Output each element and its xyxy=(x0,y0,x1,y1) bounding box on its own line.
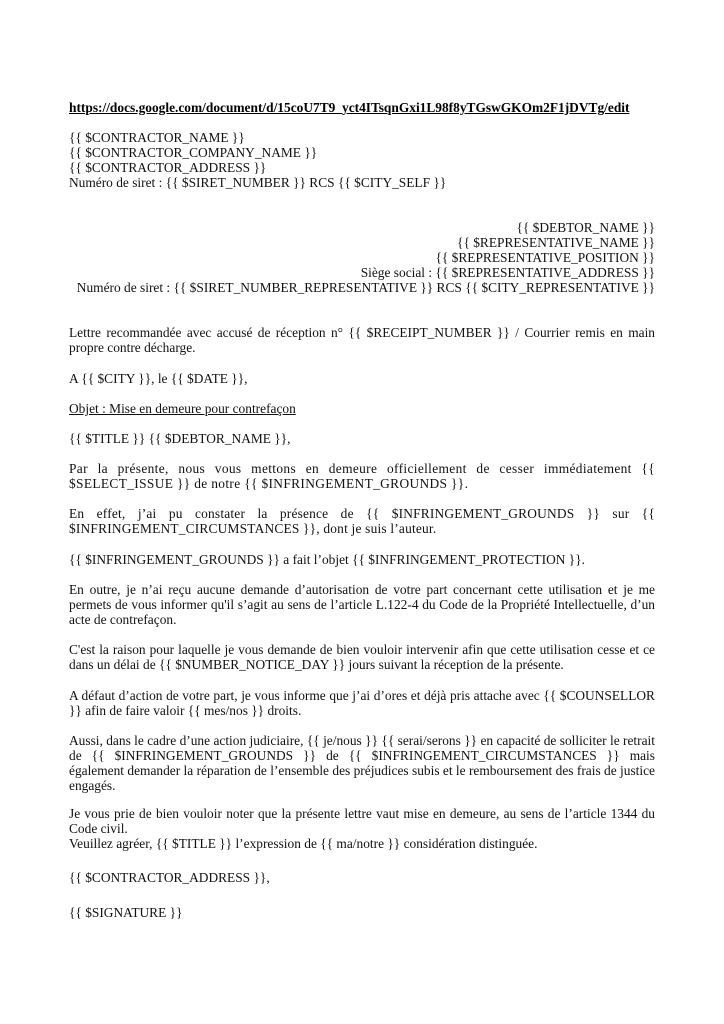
paragraph-7: Aussi, dans le cadre d’une action judiciaire, {{ je/nous }} {{ serai/serons }} en capacité de solliciter le retrait de {{ $INFRINGEMENT_GROUNDS }} de {{ $INFRINGEMENT_CIRCUMSTANCES }} mais également demander la réparation de l’ensemble des préjudices subis et le remboursement des frais de justice engagés. xyxy=(69,733,655,793)
sender-company: {{ $CONTRACTOR_COMPANY_NAME }} xyxy=(69,145,318,160)
document-url-link[interactable]: https://docs.google.com/document/d/15coU7T9_yct4ITsqnGxi1L98f8yTGswGKOm2F1jDVTg/edit xyxy=(69,100,630,115)
sender-siret: Numéro de siret : {{ $SIRET_NUMBER }} RCS {{ $CITY_SELF }} xyxy=(69,175,447,190)
sender-name: {{ $CONTRACTOR_NAME }} xyxy=(69,130,245,145)
recipient-siret: Numéro de siret : {{ $SIRET_NUMBER_REPRESENTATIVE }} RCS {{ $CITY_REPRESENTATIVE }} xyxy=(76,280,655,295)
paragraph-8-regards: Veuillez agréer, {{ $TITLE }} l’expression de {{ ma/notre }} considération distinguée. xyxy=(69,836,538,851)
recipient-position: {{ $REPRESENTATIVE_POSITION }} xyxy=(435,250,655,265)
registered-mail-notice: Lettre recommandée avec accusé de réception n° {{ $RECEIPT_NUMBER }} / Courrier remis en main propre contre décharge. xyxy=(69,325,655,355)
paragraph-5: C'est la raison pour laquelle je vous demande de bien vouloir intervenir afin que cette utilisation cesse et ce dans un délai de {{ $NUMBER_NOTICE_DAY }} jours suivant la réception de la présente. xyxy=(69,642,655,672)
closing-address: {{ $CONTRACTOR_ADDRESS }}, xyxy=(69,870,270,885)
recipient-representative: {{ $REPRESENTATIVE_NAME }} xyxy=(457,235,655,250)
subject-line: Objet : Mise en demeure pour contrefaçon xyxy=(69,401,296,416)
paragraph-8 xyxy=(69,806,655,851)
paragraph-2: En effet, j’ai pu constater la présence de {{ $INFRINGEMENT_GROUNDS }} sur {{ $INFRINGEMENT_CIRCUMSTANCES }}, dont je suis l’auteur. xyxy=(69,506,655,536)
sender-address: {{ $CONTRACTOR_ADDRESS }} xyxy=(69,160,267,175)
recipient-block xyxy=(69,220,655,295)
paragraph-1: Par la présente, nous vous mettons en demeure officiellement de cesser immédiatement {{ $SELECT_ISSUE }} de notre {{ $INFRINGEMENT_GROUNDS }}. xyxy=(69,461,655,491)
signature: {{ $SIGNATURE }} xyxy=(69,905,183,920)
salutation: {{ $TITLE }} {{ $DEBTOR_NAME }}, xyxy=(69,431,291,446)
paragraph-6: A défaut d’action de votre part, je vous informe que j’ai d’ores et déjà pris attache avec {{ $COUNSELLOR }} afin de faire valoir {{ mes/nos }} droits. xyxy=(69,688,655,718)
recipient-name: {{ $DEBTOR_NAME }} xyxy=(516,220,655,235)
paragraph-4: En outre, je n’ai reçu aucune demande d’autorisation de votre part concernant cette utilisation et je me permets de vous informer qu'il s’agit au sens de l’article L.122-4 du Code de la Propriété Intellectuelle, d’un acte de contrefaçon. xyxy=(69,582,655,627)
paragraph-8-notice: Je vous prie de bien vouloir noter que la présente lettre vaut mise en demeure, au sens de l’article 1344 du Code civil. xyxy=(69,806,655,836)
sender-block xyxy=(69,130,655,190)
place-date: A {{ $CITY }}, le {{ $DATE }}, xyxy=(69,371,248,386)
recipient-address: Siège social : {{ $REPRESENTATIVE_ADDRESS }} xyxy=(360,265,655,280)
paragraph-3: {{ $INFRINGEMENT_GROUNDS }} a fait l’objet {{ $INFRINGEMENT_PROTECTION }}. xyxy=(69,552,585,567)
